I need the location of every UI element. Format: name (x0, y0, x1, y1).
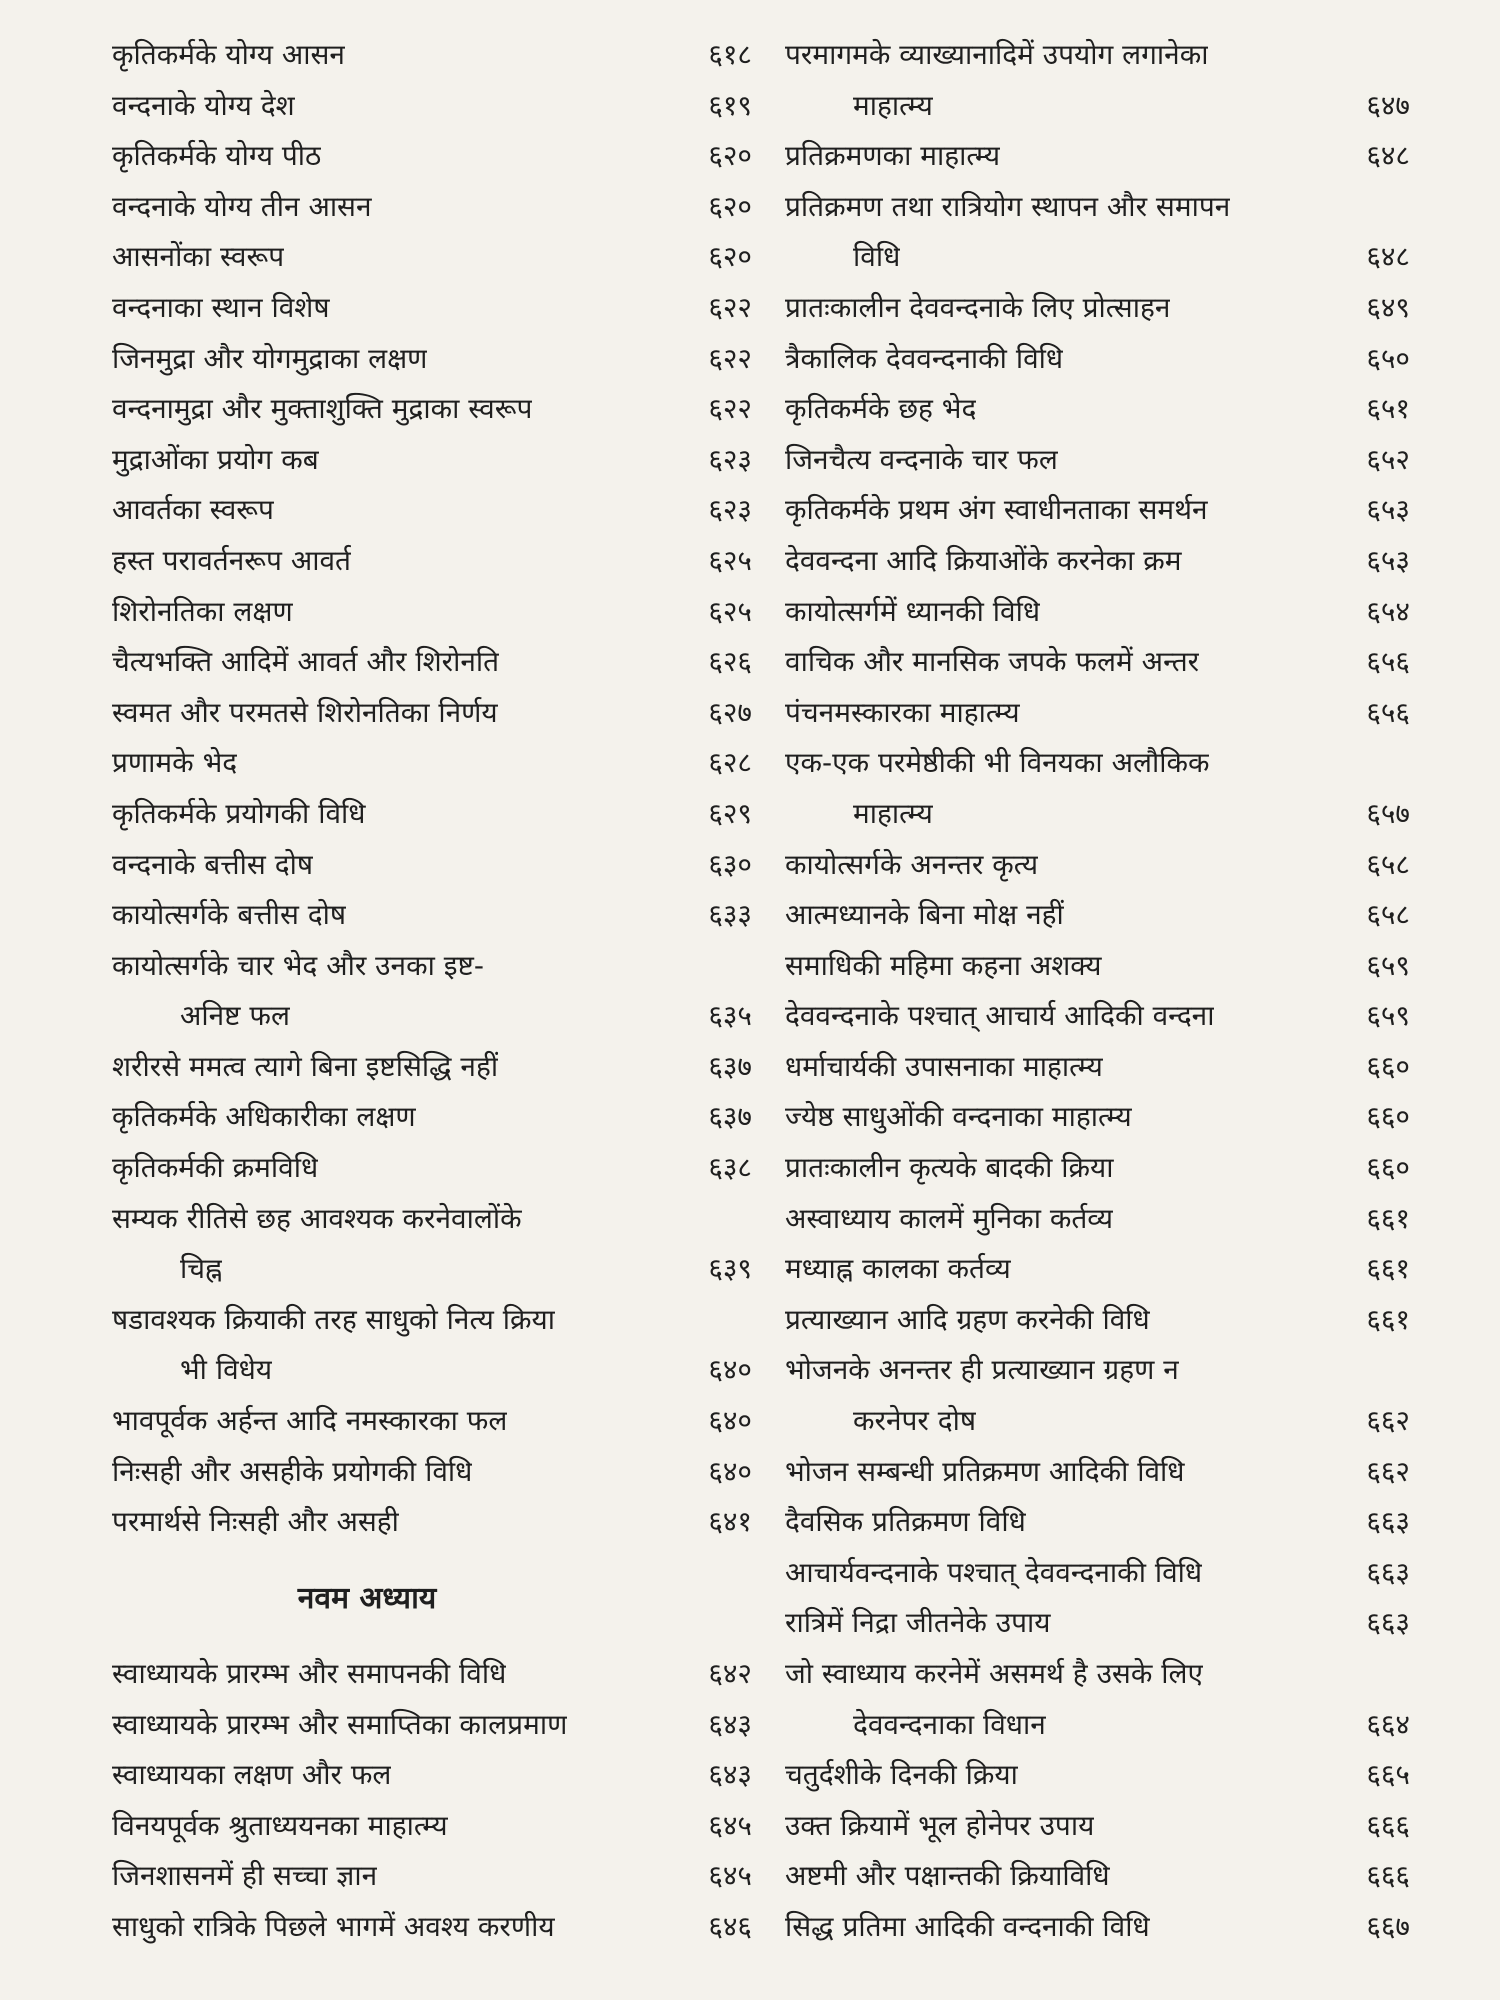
toc-entry (112, 1497, 752, 1548)
toc-entry (785, 81, 1410, 132)
toc-entry (785, 1700, 1410, 1751)
toc-entry-page: ६४२ (708, 1657, 752, 1690)
toc-entry-title: जो स्वाध्याय करनेमें असमर्थ है उसके लिए (785, 1657, 1203, 1690)
toc-entry-page: ६३८ (708, 1151, 752, 1185)
toc-entry-title: आसनोंका स्वरूप (112, 240, 285, 274)
toc-entry-title: भावपूर्वक अर्हन्त आदि नमस्कारका फल (112, 1404, 508, 1438)
toc-entry-title: कायोत्सर्गमें ध्यानकी विधि (785, 594, 1041, 628)
toc-entry-title: प्रातःकालीन कृत्यके बादकी क्रिया (785, 1151, 1114, 1185)
toc-entry-title: माहात्म्य (853, 88, 933, 122)
toc-entry-page: ६५० (1366, 341, 1410, 375)
toc-entry (112, 536, 752, 587)
toc-entry-page: ६६६ (1366, 1859, 1410, 1893)
toc-entry-page: ६४३ (708, 1758, 752, 1792)
toc-entry-title: देववन्दनाके पश्चात् आचार्य आदिकी वन्दना (785, 999, 1215, 1033)
toc-entry (112, 637, 752, 688)
toc-entry-page: ६२८ (708, 746, 752, 780)
toc-entry-page: ६२७ (708, 695, 752, 729)
toc-entry-page: ६३३ (708, 898, 752, 932)
toc-entry-title: वन्दनाके योग्य देश (112, 88, 295, 122)
toc-entry-title: उक्त क्रियामें भूल होनेपर उपाय (785, 1808, 1095, 1842)
toc-entry-title: वन्दनाके बत्तीस दोष (112, 847, 314, 881)
toc-entry-title: भोजनके अनन्तर ही प्रत्याख्यान ग्रहण न (785, 1353, 1179, 1387)
toc-entry-page: ६६५ (1366, 1758, 1410, 1792)
toc-entry (785, 1902, 1410, 1953)
toc-entry-title: शिरोनतिका लक्षण (112, 594, 293, 628)
toc-left-bottom-list (112, 1649, 752, 1953)
toc-entry (785, 384, 1410, 435)
toc-entry-title: कृतिकर्मके छह भेद (785, 392, 977, 426)
toc-entry-page: ६४१ (708, 1505, 752, 1539)
toc-entry-title: मुद्राओंका प्रयोग कब (112, 442, 319, 476)
toc-entry-page: ६६० (1366, 1049, 1410, 1083)
toc-entry (785, 840, 1410, 891)
toc-entry (785, 1396, 1410, 1447)
toc-entry-title: देववन्दनाका विधान (853, 1707, 1046, 1741)
toc-entry-page: ६५९ (1366, 999, 1410, 1033)
toc-entry (785, 232, 1410, 283)
toc-entry-page: ६२९ (708, 796, 752, 830)
toc-entry-title: कायोत्सर्गके अनन्तर कृत्य (785, 847, 1039, 881)
toc-entry (785, 1598, 1410, 1649)
toc-entry (785, 890, 1410, 941)
toc-entry-title: जिनचैत्य वन्दनाके चार फल (785, 442, 1058, 476)
toc-entry (785, 1851, 1410, 1902)
toc-right-list (785, 30, 1410, 1953)
toc-entry-page: ६४३ (708, 1707, 752, 1741)
toc-entry-page: ६५२ (1366, 442, 1410, 476)
toc-entry-title: प्रणामके भेद (112, 746, 238, 780)
toc-right-column (785, 30, 1410, 1953)
toc-entry-title: स्वाध्यायके प्रारम्भ और समापनकी विधि (112, 1657, 507, 1690)
toc-entry (785, 283, 1410, 334)
toc-entry (112, 1649, 752, 1700)
toc-entry-title: धर्माचार्यकी उपासनाका माहात्म्य (785, 1049, 1103, 1083)
toc-entry-page: ६५१ (1366, 392, 1410, 426)
toc-entry-title: भी विधेय (180, 1353, 273, 1387)
toc-entry (112, 1194, 752, 1245)
toc-entry-title: एक-एक परमेष्ठीकी भी विनयका अलौकिक (785, 746, 1210, 780)
toc-entry-title: सिद्ध प्रतिमा आदिकी वन्दनाकी विधि (785, 1909, 1150, 1943)
toc-entry (112, 1851, 752, 1902)
toc-entry (785, 637, 1410, 688)
toc-entry-page: ६६४ (1366, 1707, 1410, 1741)
toc-entry (785, 1244, 1410, 1295)
toc-entry-page: ६६३ (1366, 1505, 1410, 1539)
toc-entry-page: ६४८ (1366, 139, 1410, 173)
toc-entry (785, 1447, 1410, 1498)
toc-entry-page: ६१८ (708, 38, 752, 71)
toc-entry (112, 738, 752, 789)
toc-entry (112, 1902, 752, 1953)
toc-entry-page: ६४५ (708, 1859, 752, 1893)
toc-entry-title: स्वमत और परमतसे शिरोनतिका निर्णय (112, 695, 498, 729)
toc-entry-page: ६६३ (1366, 1606, 1410, 1640)
toc-entry-title: भोजन सम्बन्धी प्रतिक्रमण आदिकी विधि (785, 1454, 1185, 1488)
toc-entry-page: ६२५ (708, 543, 752, 577)
toc-entry-title: जिनशासनमें ही सच्चा ज्ञान (112, 1859, 378, 1893)
toc-entry-page: ६६२ (1366, 1454, 1410, 1488)
toc-entry (112, 1700, 752, 1751)
toc-entry (785, 941, 1410, 992)
toc-entry-title: षडावश्यक क्रियाकी तरह साधुको नित्य क्रिया (112, 1302, 555, 1336)
toc-entry-page: ६२० (708, 139, 752, 173)
toc-entry (112, 688, 752, 739)
toc-entry (112, 1244, 752, 1295)
toc-entry-title: प्रत्याख्यान आदि ग्रहण करनेकी विधि (785, 1302, 1150, 1336)
toc-entry (112, 1801, 752, 1852)
toc-entry-page: ६२६ (708, 645, 752, 679)
toc-entry (112, 789, 752, 840)
toc-entry-title: साधुको रात्रिके पिछले भागमें अवश्य करणीय (112, 1909, 555, 1943)
toc-entry-title: कृतिकर्मके योग्य आसन (112, 38, 345, 71)
toc-entry-page: ६३० (708, 847, 752, 881)
toc-entry-page: ६४६ (708, 1909, 752, 1943)
toc-entry (112, 1042, 752, 1093)
toc-entry-title: आत्मध्यानके बिना मोक्ष नहीं (785, 898, 1064, 932)
toc-entry (785, 1092, 1410, 1143)
toc-entry-title: कृतिकर्मके प्रयोगकी विधि (112, 796, 366, 830)
toc-entry (785, 991, 1410, 1042)
toc-entry (785, 789, 1410, 840)
toc-entry-page: ६३९ (708, 1252, 752, 1286)
toc-entry-page: ६२२ (708, 290, 752, 324)
toc-entry (785, 1345, 1410, 1396)
toc-entry-title: कायोत्सर्गके चार भेद और उनका इष्ट- (112, 948, 484, 982)
toc-entry-page: ६३७ (708, 1100, 752, 1134)
toc-entry-title: ज्येष्ठ साधुओंकी वन्दनाका माहात्म्य (785, 1100, 1132, 1134)
toc-entry-title: अस्वाध्याय कालमें मुनिका कर्तव्य (785, 1201, 1114, 1235)
toc-entry (785, 131, 1410, 182)
toc-entry-title: कृतिकर्मकी क्रमविधि (112, 1151, 319, 1185)
toc-entry-title: कृतिकर्मके योग्य पीठ (112, 139, 322, 173)
toc-entry-page: ६६१ (1366, 1201, 1410, 1235)
toc-entry-page: ६२३ (708, 493, 752, 527)
toc-entry-page: ६६० (1366, 1100, 1410, 1134)
toc-entry-title: प्रतिक्रमण तथा रात्रियोग स्थापन और समापन (785, 189, 1231, 223)
toc-entry-page: ६६६ (1366, 1808, 1410, 1842)
toc-entry (112, 435, 752, 486)
toc-entry-page: ६२० (708, 240, 752, 274)
toc-entry-title: परमागमके व्याख्यानादिमें उपयोग लगानेका (785, 38, 1209, 71)
toc-entry (112, 1295, 752, 1346)
toc-left-column (112, 30, 752, 1953)
toc-entry-page: ६४० (708, 1404, 752, 1438)
toc-entry-page: ६४० (708, 1454, 752, 1488)
toc-entry (785, 334, 1410, 385)
toc-entry-page: ६५८ (1366, 898, 1410, 932)
toc-entry-page: ६५३ (1366, 493, 1410, 527)
toc-entry-page: ६५९ (1366, 948, 1410, 982)
toc-entry (112, 334, 752, 385)
toc-entry-page: ६५३ (1366, 543, 1410, 577)
toc-entry-page: ६६३ (1366, 1555, 1410, 1589)
toc-entry (112, 182, 752, 233)
toc-entry (785, 587, 1410, 638)
toc-entry-page: ६४७ (1366, 88, 1410, 122)
toc-entry-page: ६५८ (1366, 847, 1410, 881)
toc-entry-title: वाचिक और मानसिक जपके फलमें अन्तर (785, 645, 1200, 679)
toc-entry (785, 1801, 1410, 1852)
toc-entry (112, 587, 752, 638)
toc-entry-title: वन्दनामुद्रा और मुक्ताशुक्ति मुद्राका स्वरूप (112, 392, 533, 426)
toc-entry-title: प्रतिक्रमणका माहात्म्य (785, 139, 1001, 173)
toc-entry-title: कृतिकर्मके प्रथम अंग स्वाधीनताका समर्थन (785, 493, 1208, 527)
toc-entry (112, 1750, 752, 1801)
toc-entry-title: चैत्यभक्ति आदिमें आवर्त और शिरोनति (112, 645, 500, 679)
toc-entry-title: समाधिकी महिमा कहना अशक्य (785, 948, 1102, 982)
toc-entry-title: त्रैकालिक देववन्दनाकी विधि (785, 341, 1064, 375)
toc-entry-page: ६२२ (708, 341, 752, 375)
toc-entry (112, 1143, 752, 1194)
toc-entry (112, 30, 752, 81)
toc-entry-page: ६६१ (1366, 1252, 1410, 1286)
toc-entry-page: ६२३ (708, 442, 752, 476)
toc-entry (785, 1649, 1410, 1700)
toc-entry-page: ६४९ (1366, 290, 1410, 324)
toc-entry (112, 485, 752, 536)
toc-entry (785, 182, 1410, 233)
toc-entry-title: प्रातःकालीन देववन्दनाके लिए प्रोत्साहन (785, 290, 1171, 324)
toc-entry-title: अनिष्ट फल (180, 999, 291, 1033)
toc-entry-title: विधि (853, 240, 901, 274)
toc-entry-title: वन्दनाके योग्य तीन आसन (112, 189, 372, 223)
toc-entry (785, 1194, 1410, 1245)
toc-entry (785, 688, 1410, 739)
toc-entry-title: परमार्थसे निःसही और असही (112, 1505, 399, 1539)
toc-entry (785, 30, 1410, 81)
toc-entry (112, 991, 752, 1042)
toc-entry (112, 384, 752, 435)
toc-entry (112, 1345, 752, 1396)
toc-entry-title: आवर्तका स्वरूप (112, 493, 274, 527)
toc-entry-page: ६६० (1366, 1151, 1410, 1185)
toc-entry (785, 1042, 1410, 1093)
toc-entry (112, 81, 752, 132)
toc-entry-title: चतुर्दशीके दिनकी क्रिया (785, 1758, 1018, 1792)
toc-entry (112, 890, 752, 941)
toc-entry-page: ६५६ (1366, 695, 1410, 729)
toc-entry (112, 283, 752, 334)
toc-left-top-list (112, 30, 752, 1548)
toc-entry-title: मध्याह्न कालका कर्तव्य (785, 1252, 1011, 1286)
toc-entry (785, 738, 1410, 789)
toc-entry (785, 1750, 1410, 1801)
toc-entry-title: माहात्म्य (853, 796, 933, 830)
toc-entry (112, 131, 752, 182)
toc-entry-title: पंचनमस्कारका माहात्म्य (785, 695, 1020, 729)
toc-entry-page: ६४५ (708, 1808, 752, 1842)
toc-entry-title: करनेपर दोष (853, 1404, 977, 1438)
toc-entry-page: ६२० (708, 189, 752, 223)
toc-entry-page: ६५४ (1366, 594, 1410, 628)
toc-entry-title: कृतिकर्मके अधिकारीका लक्षण (112, 1100, 416, 1134)
toc-entry-page: ६६७ (1366, 1909, 1410, 1943)
toc-entry (112, 1396, 752, 1447)
toc-entry-title: अष्टमी और पक्षान्तकी क्रियाविधि (785, 1859, 1110, 1893)
toc-entry (785, 1295, 1410, 1346)
toc-entry (112, 840, 752, 891)
toc-entry-title: स्वाध्यायका लक्षण और फल (112, 1758, 392, 1792)
toc-entry-title: वन्दनाका स्थान विशेष (112, 290, 330, 324)
toc-entry-title: देववन्दना आदि क्रियाओंके करनेका क्रम (785, 543, 1182, 577)
toc-entry-title: दैवसिक प्रतिक्रमण विधि (785, 1505, 1026, 1539)
toc-entry-page: ६३५ (708, 999, 752, 1033)
toc-entry (785, 435, 1410, 486)
toc-entry (785, 1548, 1410, 1599)
toc-entry-page: ६६१ (1366, 1302, 1410, 1336)
chapter-heading: नवम अध्याय (297, 1580, 437, 1616)
toc-entry-title: हस्त परावर्तनरूप आवर्त (112, 543, 352, 577)
toc-entry-page: ६२५ (708, 594, 752, 628)
toc-entry-title: जिनमुद्रा और योगमुद्राका लक्षण (112, 341, 428, 375)
toc-entry (785, 1497, 1410, 1548)
toc-entry-page: ६४८ (1366, 240, 1410, 274)
toc-entry-page: ६२२ (708, 392, 752, 426)
toc-entry-title: चिह्न (180, 1252, 223, 1286)
toc-entry-page: ६३७ (708, 1049, 752, 1083)
toc-entry-title: विनयपूर्वक श्रुताध्ययनका माहात्म्य (112, 1808, 448, 1842)
toc-entry-title: शरीरसे ममत्व त्यागे बिना इष्टसिद्धि नहीं (112, 1049, 499, 1083)
toc-entry-page: ६६२ (1366, 1404, 1410, 1438)
toc-entry-title: कायोत्सर्गके बत्तीस दोष (112, 898, 347, 932)
toc-entry (112, 232, 752, 283)
toc-entry-title: सम्यक रीतिसे छह आवश्यक करनेवालोंके (112, 1201, 522, 1235)
toc-entry-page: ६४० (708, 1353, 752, 1387)
toc-entry (112, 1092, 752, 1143)
toc-entry (785, 536, 1410, 587)
toc-entry (785, 1143, 1410, 1194)
toc-entry (785, 485, 1410, 536)
toc-entry-title: स्वाध्यायके प्रारम्भ और समाप्तिका कालप्रमाण (112, 1707, 568, 1741)
toc-entry-page: ६१९ (708, 88, 752, 122)
toc-entry-page: ६५७ (1366, 796, 1410, 830)
toc-entry-title: आचार्यवन्दनाके पश्चात् देववन्दनाकी विधि (785, 1555, 1203, 1589)
toc-entry-title: निःसही और असहीके प्रयोगकी विधि (112, 1454, 473, 1488)
toc-entry-title: रात्रिमें निद्रा जीतनेके उपाय (785, 1606, 1051, 1640)
toc-entry-page: ६५६ (1366, 645, 1410, 679)
toc-entry (112, 941, 752, 992)
toc-entry (112, 1447, 752, 1498)
